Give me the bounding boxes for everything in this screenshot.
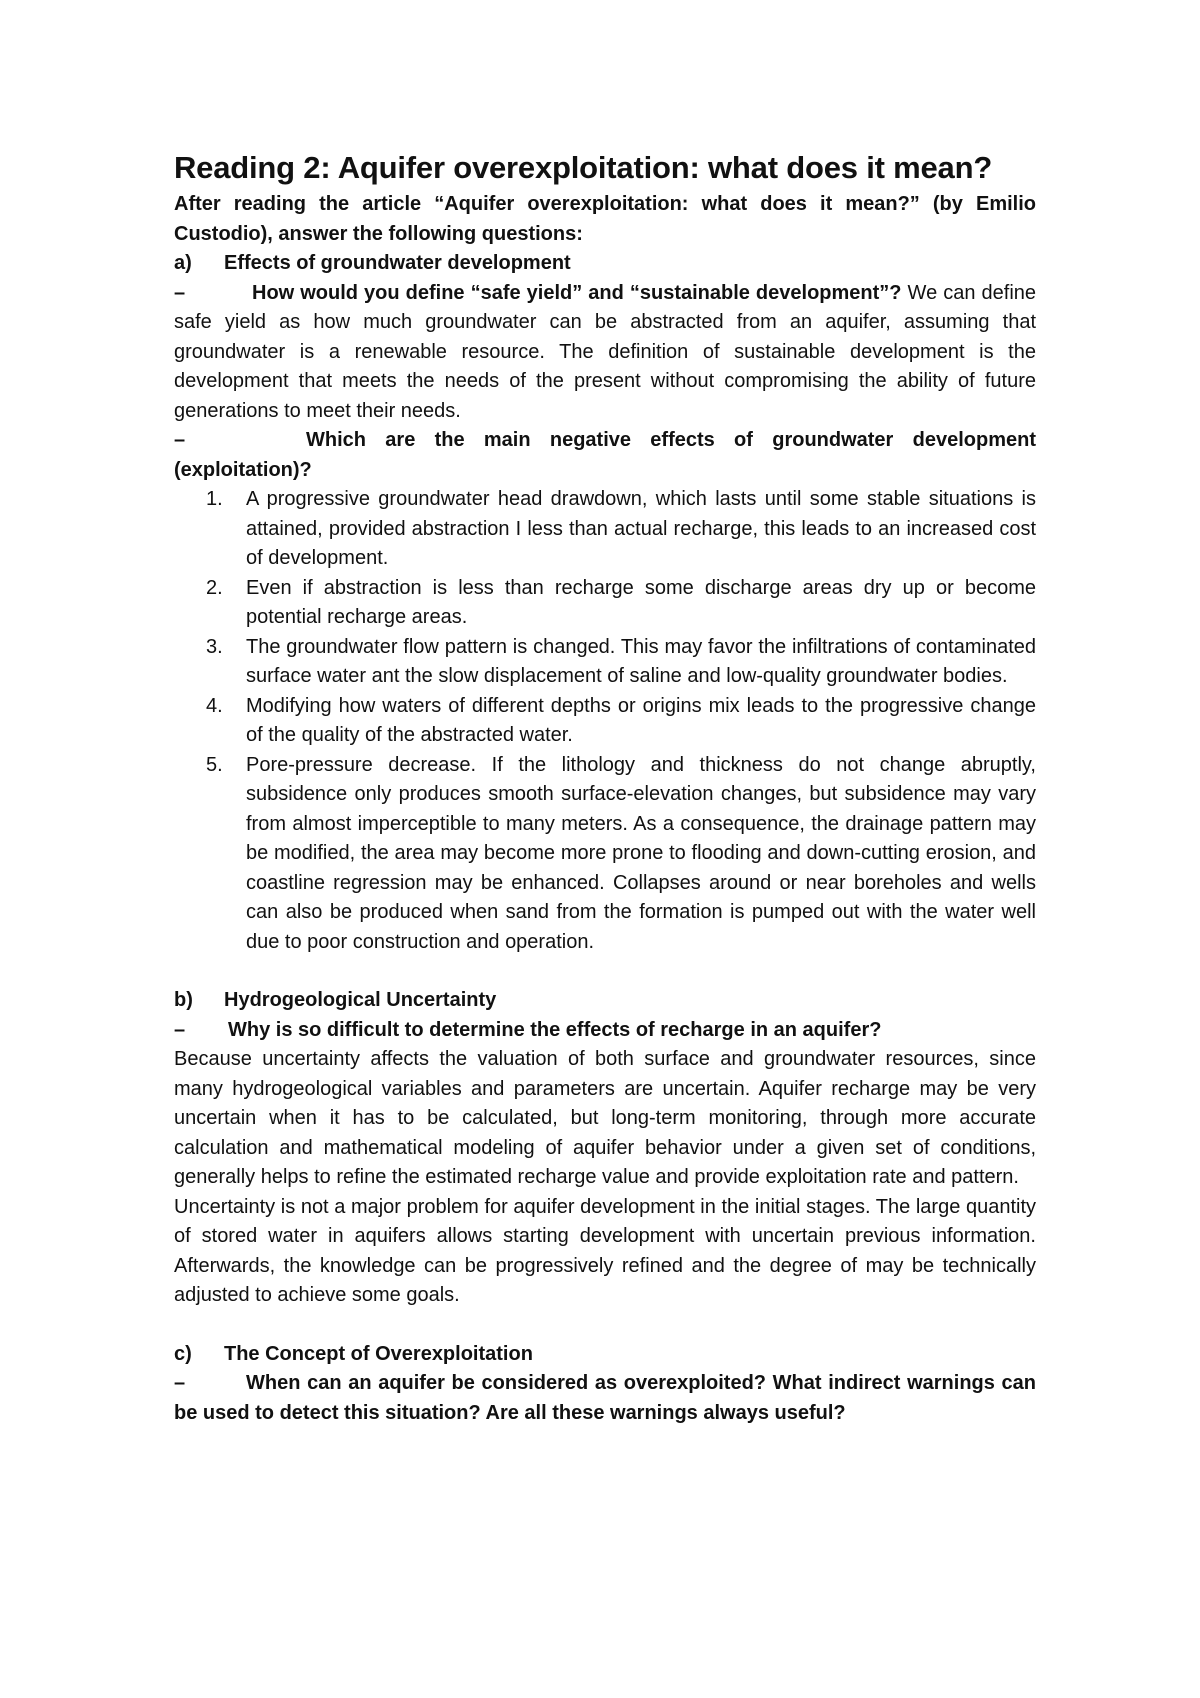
question-b1 (174, 1016, 1036, 1046)
list-item-text: A progressive groundwater head drawdown, which lasts until some stable situations is attained, provided abstraction I less than actual recharge, this leads to an increased cost of development. (246, 488, 1036, 569)
page-title: Reading 2: Aquifer overexploitation: what does it mean? (174, 150, 993, 185)
intro-instructions: After reading the article “Aquifer overexploitation: what does it mean?” (by Emilio Custodio), answer the following questions: (174, 193, 1036, 245)
dash-marker: – (174, 429, 186, 451)
list-item-text: Pore-pressure decrease. If the lithology and thickness do not change abruptly, subsidence only produces smooth surface-elevation changes, but subsidence may vary from almost imperceptible to many meters. As a consequence, the drainage pattern may be modified, the area may become more prone to flooding and down-cutting erosion, and coastline regression may be enhanced. Collapses around or near boreholes and wells can also be produced when sand from the formation is pumped out with the water well due to poor construction and operation. (246, 753, 1036, 953)
section-b-title: Hydrogeological Uncertainty (224, 989, 497, 1011)
document-page (174, 148, 1036, 1428)
question-a1-text: How would you define “safe yield” and “sustainable development”? (252, 281, 902, 304)
section-c-title: The Concept of Overexploitation (224, 1342, 533, 1365)
list-item-text: Even if abstraction is less than recharge some discharge areas dry up or become potential recharge areas. (246, 576, 1036, 628)
section-c-label: c) (174, 1342, 192, 1365)
section-c-heading (174, 1340, 1036, 1370)
answer-b-paragraph-2: Uncertainty is not a major problem for aquifer development in the initial stages. The large quantity of stored water in aquifers allows starting development with uncertain previous information. Afterwards, the knowledge can be progressively refined and the degree of may be technically adjusted to achieve some goals. (174, 1195, 1036, 1306)
dash-marker: – (174, 1372, 186, 1394)
section-b-label: b) (174, 989, 193, 1011)
list-item (206, 633, 1036, 692)
paragraph-spacer (174, 1311, 1036, 1340)
list-item (206, 574, 1036, 633)
list-number: 2. (206, 576, 223, 599)
question-c1-text: When can an aquifer be considered as overexploited? What indirect warnings can be used to detect this situation? Are all these warnings always useful? (174, 1372, 1036, 1424)
list-item-text: The groundwater flow pattern is changed. This may favor the infiltrations of contaminated surface water ant the slow displacement of saline and low-quality groundwater bodies. (246, 635, 1036, 687)
list-item (206, 751, 1036, 958)
list-item (206, 485, 1036, 574)
question-c1 (174, 1369, 1036, 1428)
answer-a1-text: We can define safe yield as how much groundwater can be abstracted from an aquifer, assuming that groundwater is a renewable resource. The definition of sustainable development is the development that meets the needs of the present without compromising the ability of future generations to meet their needs. (174, 281, 1037, 422)
question-a2-text: Which are the main negative effects of groundwater development (exploitation)? (174, 429, 1036, 481)
dash-marker: – (174, 1018, 186, 1041)
question-b1-text: Why is so difficult to determine the effects of recharge in an aquifer? (228, 1018, 882, 1041)
question-a1 (174, 279, 1036, 427)
section-a-title: Effects of groundwater development (224, 252, 571, 274)
section-b-heading (174, 986, 1036, 1016)
list-item (206, 692, 1036, 751)
question-a2 (174, 426, 1036, 485)
list-item-text: Modifying how waters of different depths or origins mix leads to the progressive change of the quality of the abstracted water. (246, 694, 1036, 746)
paragraph-spacer (174, 957, 1036, 986)
list-number: 5. (206, 753, 223, 776)
effects-list (174, 485, 1036, 957)
list-number: 4. (206, 694, 223, 717)
list-number: 1. (206, 488, 223, 510)
answer-b-paragraph-1: Because uncertainty affects the valuation of both surface and groundwater resources, since many hydrogeological variables and parameters are uncertain. Aquifer recharge may be very uncertain when it has to be calculated, but long-term monitoring, through more accurate calculation and mathematical modeling of aquifer behavior under a given set of conditions, generally helps to refine the estimated recharge value and provide exploitation rate and pattern. (174, 1048, 1036, 1188)
section-a-heading (174, 249, 1036, 279)
section-a-label: a) (174, 252, 192, 274)
dash-marker: – (174, 281, 186, 304)
list-number: 3. (206, 635, 223, 658)
